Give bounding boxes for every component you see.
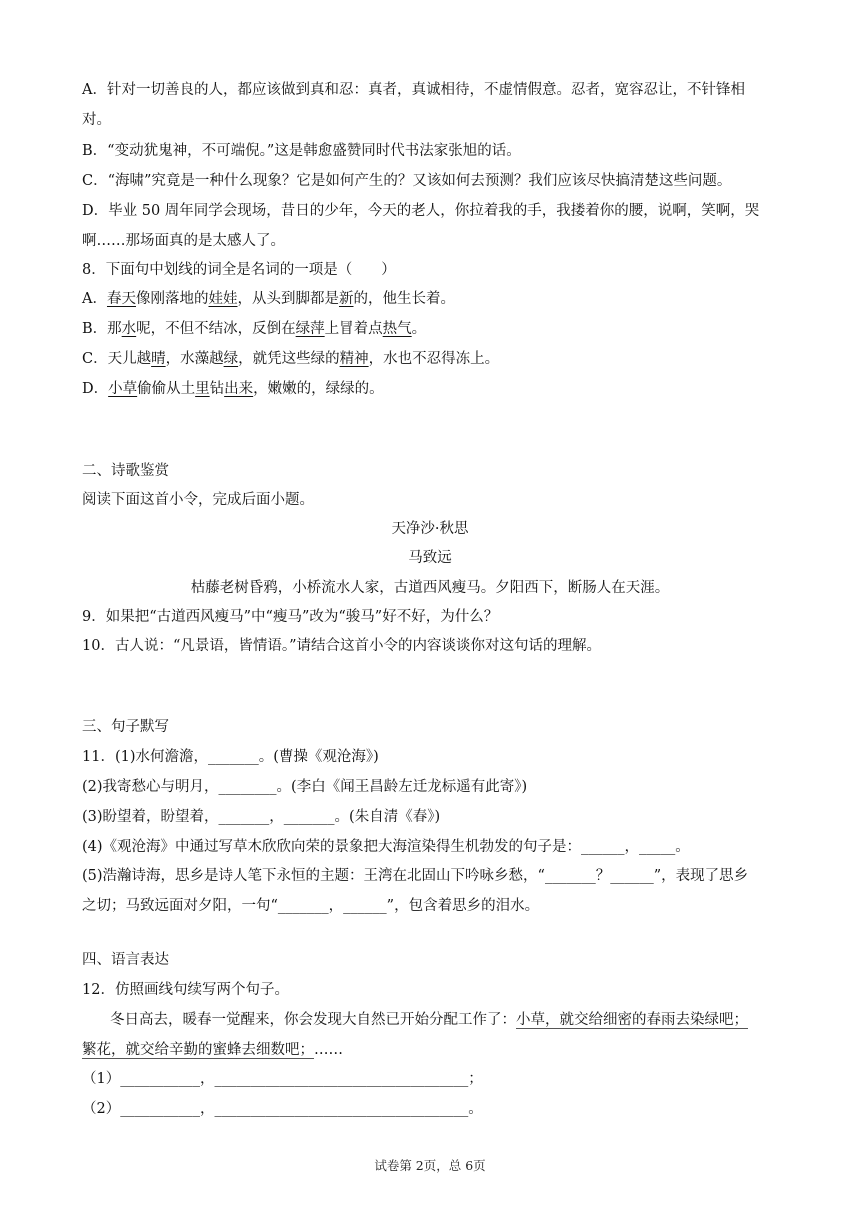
answer-blank-1[interactable]: （1）___________，___________________________________； [82, 1071, 483, 1087]
expression-paragraph-line1: 冬日高去，暖春一觉醒来，你会发现大自然已开始分配工作了：小草，就交给细密的春雨去染绿吧； [110, 1012, 748, 1028]
page-footer: 试卷第 2页，总 6页 [374, 1158, 486, 1173]
underlined-word: 里 [195, 381, 210, 397]
dictation-line-1: 11．(1)水何澹澹，_______。(曹操《观沧海》) [82, 749, 379, 765]
poem-title: 天净沙·秋思 [391, 521, 469, 537]
underlined-word: 春天 [106, 291, 136, 307]
dictation-line-6: 之切；马致远面对夕阳，一句“_______，______”，包含着思乡的泪水。 [82, 898, 540, 914]
dictation-line-3: (3)盼望着，盼望着，_______，_______。(朱自清《春》) [82, 809, 441, 825]
underlined-sentence: 小草，就交给细密的春雨去染绿吧； [516, 1012, 748, 1028]
question-9: 9．如果把“古道西风瘦马”中“瘦马”改为“骏马”好不好，为什么？ [82, 609, 499, 625]
section-heading-dictation: 三、句子默写 [82, 719, 169, 735]
underlined-word: 热气 [382, 321, 412, 337]
q8-option-a: A．春天像刚落地的娃娃，从头到脚都是新的，他生长着。 [82, 291, 455, 307]
q7-option-a-line1: A．针对一切善良的人，都应该做到真和忍：真者，真诚相待，不虚情假意。忍者，宽容忍让，不针锋相 [82, 82, 745, 98]
underlined-word: 绿 [223, 351, 239, 367]
underlined-word: 新 [338, 291, 354, 307]
q7-option-a-line2: 对。 [82, 112, 111, 128]
dictation-line-5: (5)浩瀚诗海，思乡是诗人笔下永恒的主题：王湾在北固山下吟咏乡愁，“_______？______”，表现了思乡 [82, 868, 749, 884]
q8-option-c: C．天儿越晴，水藻越绿，就凭这些绿的精神，水也不忍得冻上。 [82, 351, 500, 367]
dictation-line-4: (4)《观沧海》中通过写草木欣欣向荣的景象把大海渲染得生机勃发的句子是：______，_____。 [82, 839, 690, 855]
underlined-word: 水 [121, 321, 137, 337]
q7-option-b: B．“变动犹鬼神，不可端倪。”这是韩愈盛赞同时代书法家张旭的话。 [82, 143, 521, 159]
q7-option-d-line2: 啊……那场面真的是太感人了。 [82, 233, 285, 249]
underlined-word: 绿萍 [295, 321, 325, 337]
q7-option-c: C．“海啸”究竟是一种什么现象？它是如何产生的？又该如何去预测？我们应该尽快搞清楚这些问题。 [82, 173, 732, 189]
underlined-word: 晴 [151, 351, 166, 367]
poetry-intro: 阅读下面这首小令，完成后面小题。 [82, 492, 314, 508]
poem-text: 枯藤老树昏鸦，小桥流水人家，古道西风瘦马。夕阳西下，断肠人在天涯。 [190, 580, 670, 596]
section-heading-poetry: 二、诗歌鉴赏 [82, 463, 169, 479]
underlined-word: 精神 [339, 351, 369, 367]
answer-blank-2[interactable]: （2）___________，___________________________________。 [82, 1101, 483, 1117]
question-12: 12．仿照画线句续写两个句子。 [82, 982, 289, 998]
q8-stem: 8．下面句中划线的词全是名词的一项是（ ） [82, 262, 396, 278]
underlined-word: 出来 [224, 381, 254, 397]
section-heading-expression: 四、语言表达 [82, 952, 169, 968]
q8-option-b: B．那水呢，不但不结冰，反倒在绿萍上冒着点热气。 [82, 321, 427, 337]
dictation-line-2: (2)我寄愁心与明月，________。(李白《闻王昌龄左迁龙标遥有此寄》) [82, 779, 528, 795]
underlined-word: 小草 [108, 381, 138, 397]
poem-author: 马致远 [408, 550, 452, 566]
underlined-sentence: 繁花，就交给辛勤的蜜蜂去细数吧； [82, 1042, 314, 1058]
expression-paragraph-line2: 繁花，就交给辛勤的蜜蜂去细数吧；…… [82, 1042, 343, 1058]
q8-option-d: D．小草偷偷从土里钻出来，嫩嫩的，绿绿的。 [82, 381, 384, 397]
question-10: 10．古人说：“凡景语，皆情语。”请结合这首小令的内容谈谈你对这句话的理解。 [82, 638, 602, 654]
underlined-word: 娃娃 [208, 291, 238, 307]
q7-option-d-line1: D．毕业 50 周年同学会现场，昔日的少年，今天的老人，你拉着我的手，我搂着你的腰，说啊，笑啊，哭 [82, 203, 760, 219]
